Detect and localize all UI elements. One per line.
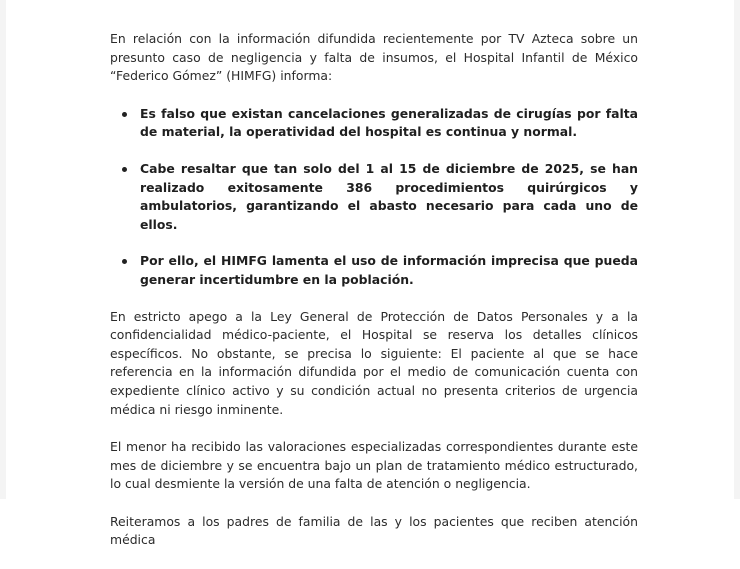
page-edge-right xyxy=(734,0,740,499)
bullet-icon xyxy=(122,259,127,264)
bullet-icon xyxy=(122,112,127,117)
bullet-item-procedures xyxy=(110,160,638,234)
bullet-text: Por ello, el HIMFG lamenta el uso de información imprecisa que pueda generar incertidumbre en la población. xyxy=(140,253,638,287)
bullet-item-cancellations xyxy=(110,105,638,142)
bullet-text: Cabe resaltar que tan solo del 1 al 15 de diciembre de 2025, se han realizado exitosamente 386 procedimientos quirúrgicos y ambulatorios, garantizando el abasto necesario para cada uno de ellos. xyxy=(140,160,638,232)
closing-paragraph: Reiteramos a los padres de familia de las y los pacientes que reciben atención médica xyxy=(110,513,638,548)
key-points-list xyxy=(110,105,638,290)
bullet-icon xyxy=(122,167,127,172)
minor-care-paragraph: El menor ha recibido las valoraciones especializadas correspondientes durante este mes de diciembre y se encuentra bajo un plan de tratamiento médico estructurado, lo cual desmiente la versión de una falta de atención o negligencia. xyxy=(110,439,638,492)
bullet-text: Es falso que existan cancelaciones generalizadas de cirugías por falta de material, la operatividad del hospital es continua y normal. xyxy=(140,105,638,140)
press-statement-document xyxy=(110,30,638,569)
privacy-paragraph: En estricto apego a la Ley General de Protección de Datos Personales y a la confidencialidad médico-paciente, el Hospital se reserva los detalles clínicos específicos. No obstante, se precisa lo siguiente: El paciente al que se hace referencia en la información difundida por el medio de comunicación cuenta con expediente clínico activo y su condición actual no presenta criterios de urgencia médica ni riesgo inminente. xyxy=(110,308,638,417)
bullet-item-misinformation xyxy=(110,252,638,289)
page-edge-left xyxy=(0,0,6,499)
intro-paragraph: En relación con la información difundida recientemente por TV Azteca sobre un presunto caso de negligencia y falta de insumos, el Hospital Infantil de México “Federico Gómez” (HIMFG) informa: xyxy=(110,31,638,84)
